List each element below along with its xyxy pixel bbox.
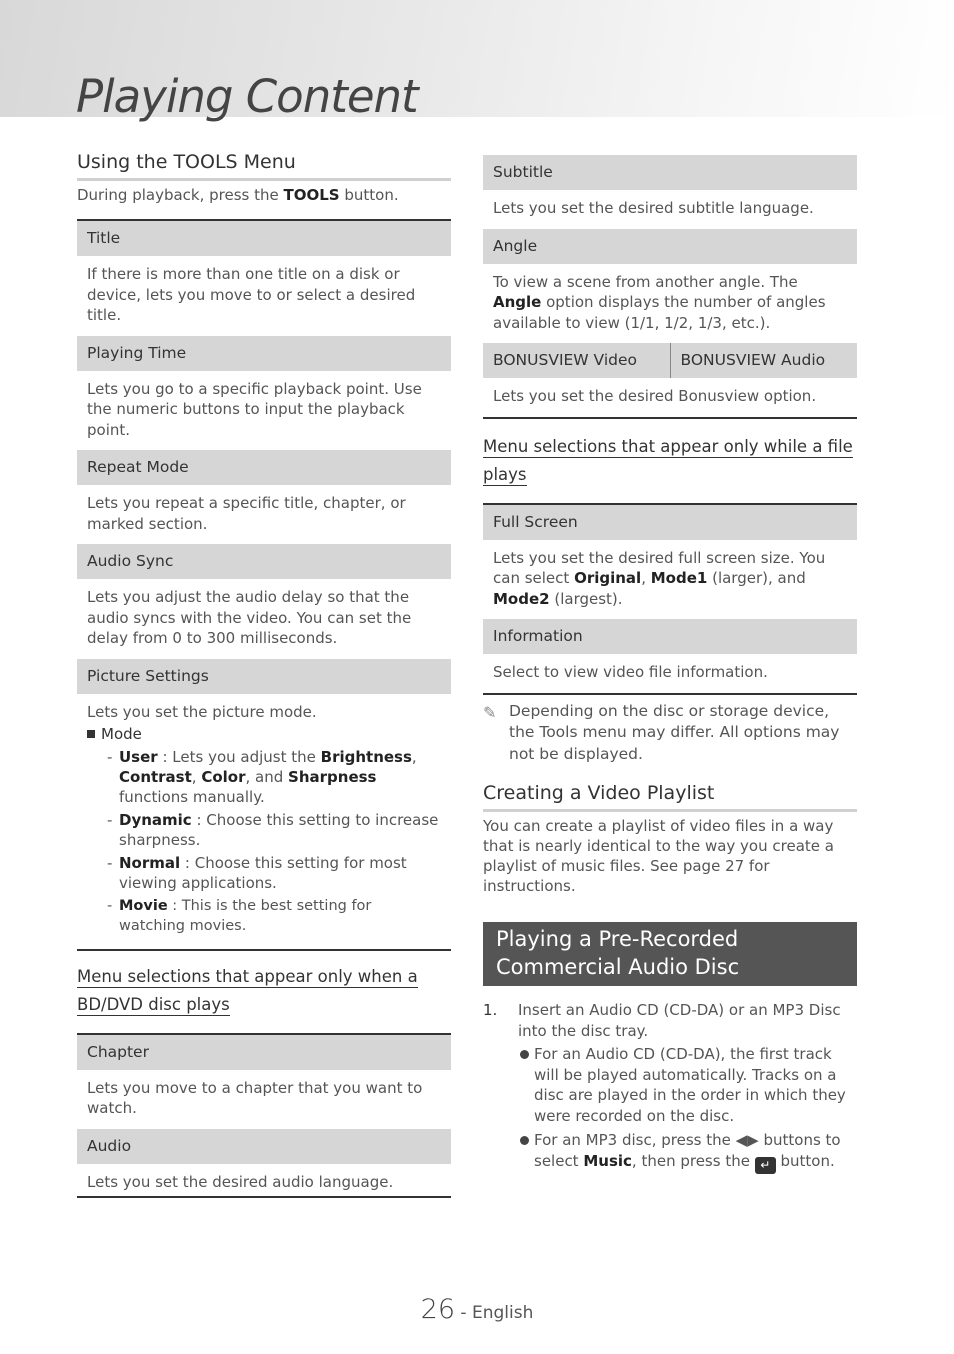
row-title-desc: If there is more than one title on a disk or device, lets you move to or select a desired title. [87,265,416,324]
row-audio-desc: Lets you set the desired audio language. [87,1172,394,1191]
bd-dvd-table [77,1033,451,1199]
mode-normal: - Normal : Choose this setting for most viewing applications. [107,853,441,893]
step-bullets [518,1044,857,1174]
enter-button-icon: ↵ [755,1157,776,1174]
note-text: Depending on the disc or storage device, the Tools menu may differ. All options may not be displayed. [509,701,840,763]
row-bonusview-label [483,343,857,378]
bd-dvd-heading: Menu selections that appear only when a BD/DVD disc plays [77,966,418,1014]
video-playlist-text: You can create a playlist of video files in a way that is nearly identical to the way you create a playlist of music files. See page 27 for instructions. [483,817,834,895]
mode-user: - User : Lets you adjust the Brightness, Contrast, Color, and Sharpness functions manually. [107,747,441,807]
row-bonusview-desc: Lets you set the desired Bonusview option. [493,387,817,405]
row-information-label: Information [483,619,857,654]
tools-intro: During playback, press the TOOLS button. [77,186,399,204]
step-text: Insert an Audio CD (CD-DA) or an MP3 Disc into the disc tray. [518,1001,841,1040]
left-column [77,150,451,1198]
mode-dynamic: - Dynamic : Choose this setting to increase sharpness. [107,810,441,850]
page-number: 26 [420,1294,456,1325]
row-chapter-desc: Lets you move to a chapter that you want to watch. [87,1078,423,1117]
bullet-mp3: For an MP3 disc, press the ◀▶ buttons to select Music, then press the ↵ button. [518,1130,857,1174]
mode-line: Mode [87,724,441,745]
tools-menu-table [77,219,451,951]
row-audio-sync-desc: Lets you adjust the audio delay so that the audio syncs with the video. You can set the delay from 0 to 300 milliseconds. [87,588,412,647]
step-1 [483,1000,857,1041]
row-full-screen-label: Full Screen [483,505,857,540]
video-playlist-heading: Creating a Video Playlist [483,781,857,812]
row-angle-label: Angle [483,229,857,264]
step-number: 1. [483,1001,498,1019]
row-repeat-mode-label: Repeat Mode [77,450,451,485]
row-playing-time-label: Playing Time [77,336,451,371]
footer-language: - English [455,1303,534,1323]
row-subtitle-label: Subtitle [483,155,857,190]
row-information-desc: Select to view video file information. [493,663,768,681]
row-audio-label: Audio [77,1129,451,1164]
file-menu-table [483,503,857,695]
bonusview-video-label: BONUSVIEW Video [493,351,637,369]
row-playing-time-desc: Lets you go to a specific playback point. Use the numeric buttons to input the playback point. [87,379,422,439]
mode-movie: - Movie : This is the best setting for watching movies. [107,896,441,936]
row-title-label: Title [77,221,451,256]
pencil-note-icon: ✎ [483,702,497,722]
page-footer [0,1294,954,1325]
left-right-arrow-icon: ◀▶ [735,1131,759,1149]
bonusview-audio-label: BONUSVIEW Audio [670,343,858,378]
row-angle-desc: To view a scene from another angle. The Angle option displays the number of angles available to view (1/1, 1/2, 1/3, etc.). [493,272,826,332]
note [483,701,857,766]
picture-settings-text: Lets you set the picture mode. [87,702,317,721]
row-picture-settings-desc [77,694,451,949]
right-column [483,155,857,1178]
tools-menu-table-cont [483,155,857,419]
row-picture-settings-label: Picture Settings [77,659,451,694]
mode-list [107,747,441,936]
chapter-title: Playing Content [76,70,418,123]
row-full-screen-desc: Lets you set the desired full screen size. You can select Original, Mode1 (larger), and Mode2 (largest). [493,548,826,608]
square-bullet-icon [87,730,95,738]
row-chapter-label: Chapter [77,1035,451,1070]
bullet-audio-cd: For an Audio CD (CD-DA), the first track will be played automatically. Tracks on a disc are played in the order in which they were recorded on the disc. [518,1044,857,1126]
tools-menu-heading: Using the TOOLS Menu [77,150,451,181]
row-repeat-mode-desc: Lets you repeat a specific title, chapter, or marked section. [87,494,406,533]
audio-disc-heading: Playing a Pre-Recorded Commercial Audio Disc [483,922,857,986]
file-plays-heading: Menu selections that appear only while a file plays [483,436,853,484]
row-subtitle-desc: Lets you set the desired subtitle language. [493,199,814,217]
row-audio-sync-label: Audio Sync [77,544,451,579]
